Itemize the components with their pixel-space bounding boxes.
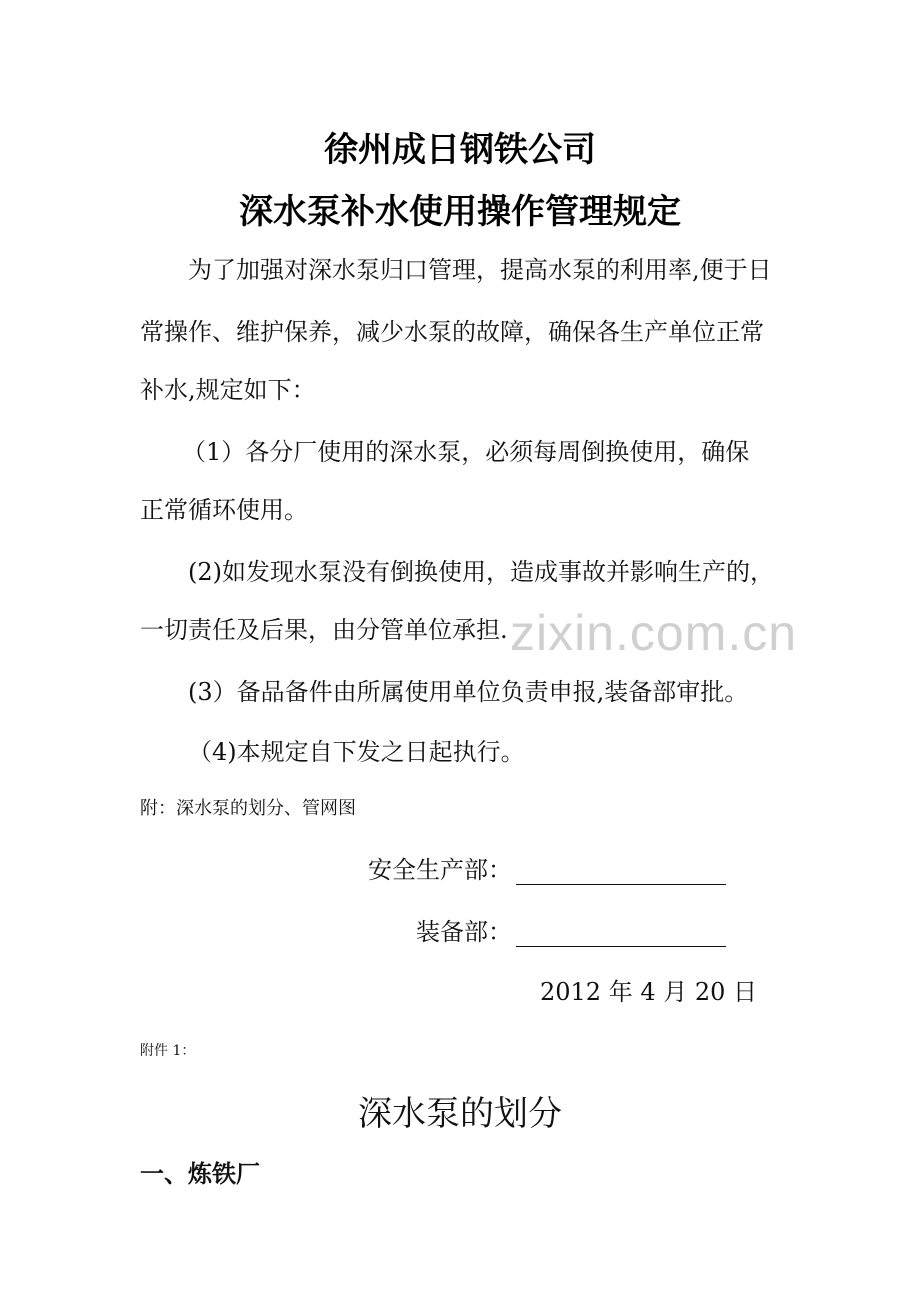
document-title-company: 徐州成日钢铁公司: [324, 130, 596, 170]
signature-safety-line: [516, 860, 726, 885]
document-title-regulation: 深水泵补水使用操作管理规定: [239, 192, 681, 232]
intro-line-1: 为了加强对深水泵归口管理，提高水泵的利用率,便于日: [188, 256, 772, 284]
rule-3: (3）备品备件由所属使用单位负责申报,装备部审批。: [188, 678, 749, 706]
signature-safety-row: [368, 850, 726, 885]
attachment-label: 附件 1：: [140, 1043, 196, 1059]
rule-2-line-2: 一切责任及后果，由分管单位承担.: [140, 616, 508, 644]
rule-1-line-1: （1）各分厂使用的深水泵，必须每周倒换使用，确保: [182, 438, 750, 466]
rule-1-line-2: 正常循环使用。: [140, 496, 308, 524]
intro-line-3: 补水,规定如下：: [140, 376, 316, 404]
rule-2-line-1: (2)如发现水泵没有倒换使用，造成事故并影响生产的，: [188, 558, 774, 586]
signature-equipment-line: [516, 922, 726, 947]
document-date: 2012 年 4 月 20 日: [540, 978, 758, 1006]
rule-4: （4)本规定自下发之日起执行。: [188, 738, 525, 766]
section-title: 深水泵的划分: [358, 1094, 562, 1134]
attachment-note: 附：深水泵的划分、管网图: [140, 798, 356, 819]
heading-ironworks: 一、炼铁厂: [140, 1160, 260, 1188]
watermark: zixin.com.cn: [510, 605, 798, 661]
signature-equipment-row: [416, 912, 726, 947]
intro-line-2: 常操作、维护保养，减少水泵的故障，确保各生产单位正常: [140, 318, 764, 346]
signature-equipment-label: 装备部：: [416, 918, 512, 946]
signature-safety-label: 安全生产部：: [368, 856, 512, 884]
